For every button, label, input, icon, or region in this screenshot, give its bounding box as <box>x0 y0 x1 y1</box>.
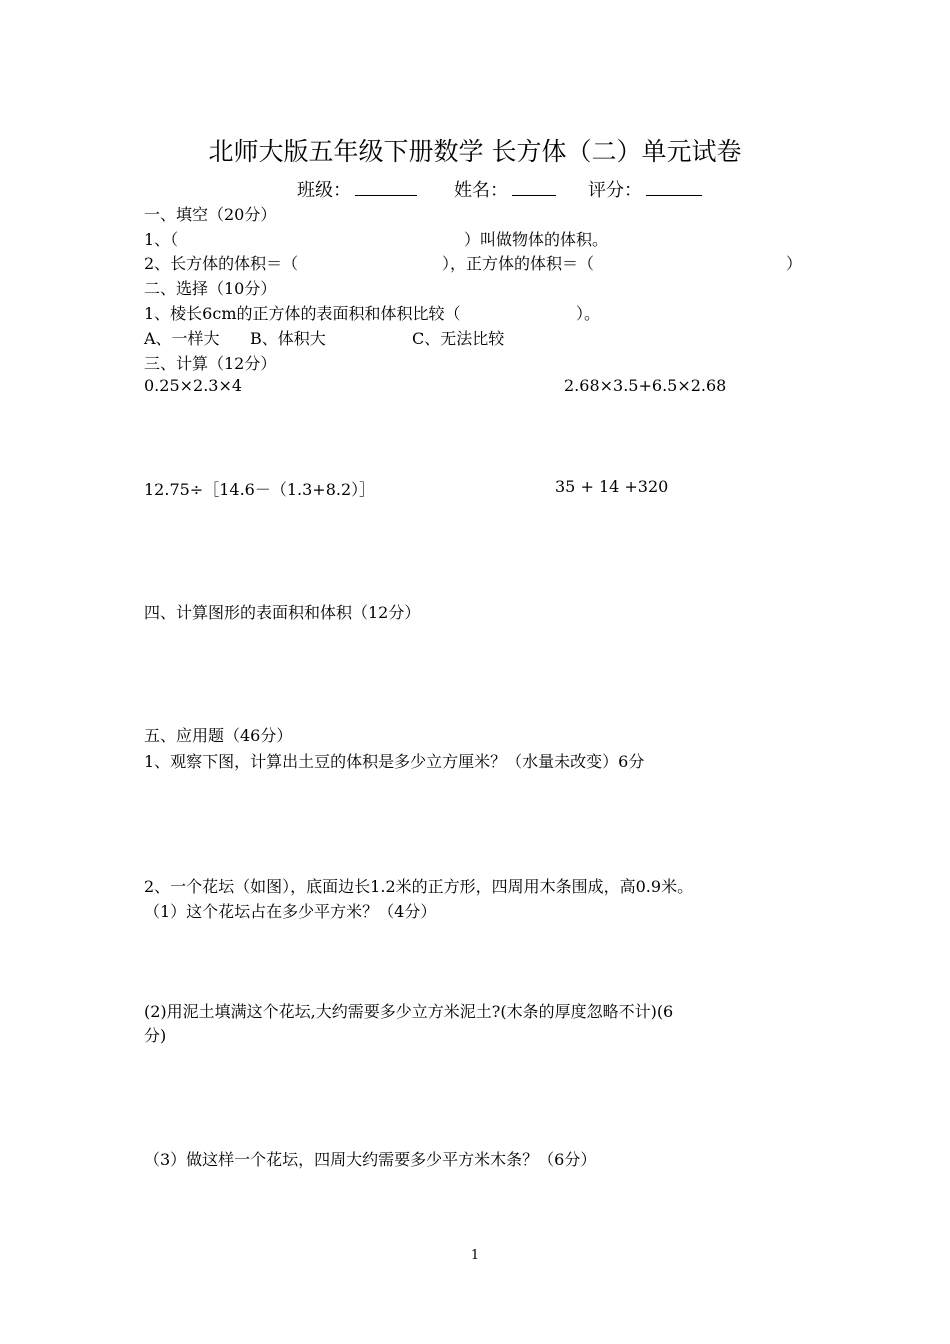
application-q2-part1: （1）这个花坛占在多少平方米？（4分） <box>144 902 437 921</box>
score-blank[interactable] <box>646 177 702 196</box>
section2-option-b: B、体积大 <box>250 329 326 348</box>
page-number: 1 <box>470 1248 480 1263</box>
calc-expression-2: 2.68×3.5+6.5×2.68 <box>564 376 727 395</box>
section3-heading: 三、计算（12分） <box>144 354 277 373</box>
section1-q1-left: 1、（ <box>144 230 179 249</box>
score-field <box>588 176 702 202</box>
section1-heading: 一、填空（20分） <box>144 205 277 224</box>
class-blank[interactable] <box>355 177 417 196</box>
section5-heading: 五、应用题（46分） <box>144 726 293 745</box>
section2-q1-a: 1、棱长6cm的正方体的表面积和体积比较（ <box>144 304 461 323</box>
name-field <box>454 176 556 202</box>
class-field <box>297 176 417 202</box>
section2-option-c: C、无法比较 <box>412 329 505 348</box>
application-q2-part2-line2: 分) <box>144 1026 167 1045</box>
application-q2-part3: （3）做这样一个花坛，四周大约需要多少平方米木条？（6分） <box>144 1150 597 1169</box>
name-label: 姓名： <box>454 180 508 201</box>
section2-heading: 二、选择（10分） <box>144 279 277 298</box>
section1-q2-a: 2、长方体的体积＝（ <box>144 254 299 273</box>
calc-expression-3: 12.75÷［14.6－（1.3+8.2）］ <box>144 480 376 499</box>
calc-expression-4: 35 + 14 +320 <box>555 477 669 496</box>
score-label: 评分： <box>588 180 642 201</box>
section2-q1-b: ）。 <box>576 304 601 323</box>
application-q1: 1、观察下图，计算出土豆的体积是多少立方厘米？（水量未改变）6分 <box>144 752 645 771</box>
section2-option-a: A、一样大 <box>144 329 220 348</box>
section1-q1-right: ）叫做物体的体积。 <box>464 230 609 249</box>
section4-heading: 四、计算图形的表面积和体积（12分） <box>144 603 421 622</box>
application-q2-part2-line1: (2)用泥土填满这个花坛,大约需要多少立方米泥土?(木条的厚度忽略不计)(6 <box>144 1002 674 1021</box>
name-blank[interactable] <box>512 177 556 196</box>
class-label: 班级： <box>297 180 351 201</box>
calc-expression-1: 0.25×2.3×4 <box>144 376 243 395</box>
section1-q2-b: ），正方体的体积＝（ <box>442 254 595 273</box>
page-title: 北师大版五年级下册数学 长方体（二）单元试卷 <box>208 137 742 166</box>
application-q2: 2、一个花坛（如图），底面边长1.2米的正方形，四周用木条围成，高0.9米。 <box>144 877 694 896</box>
section1-q2-c: ） <box>786 254 803 273</box>
